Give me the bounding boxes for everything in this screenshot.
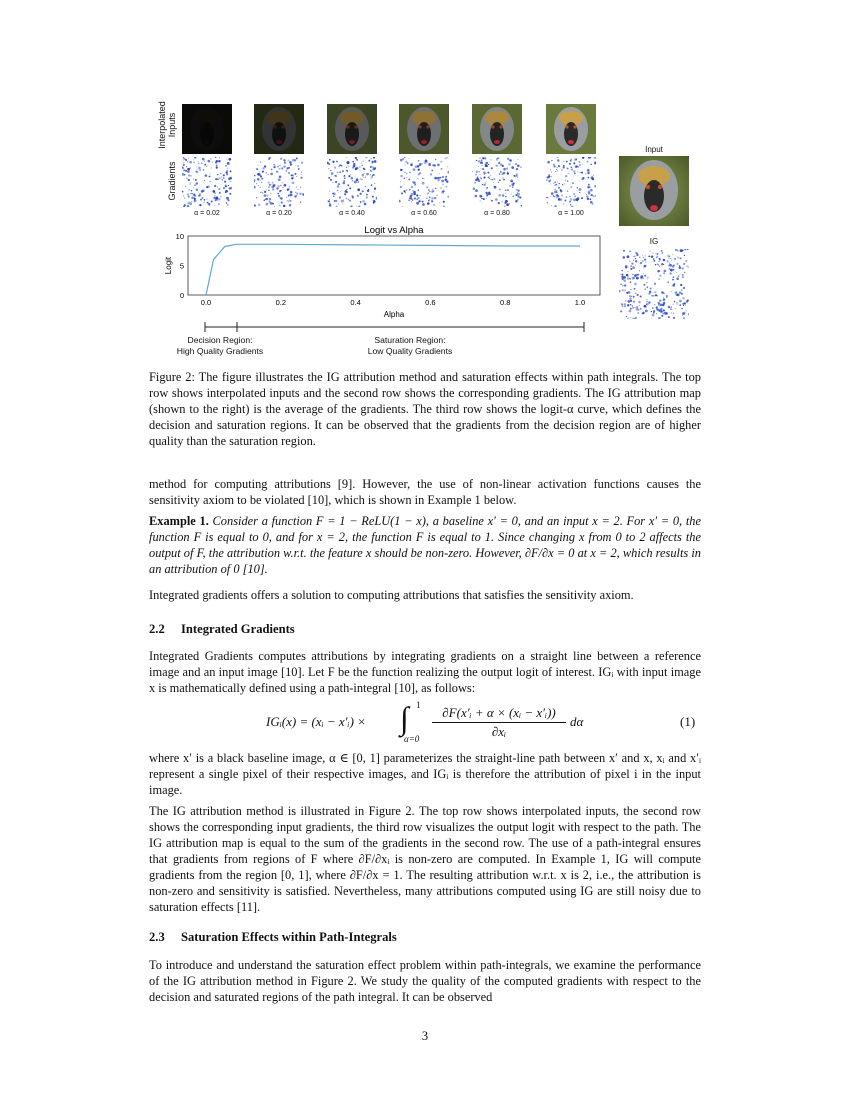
x-tick-label: 0.4 xyxy=(350,298,361,307)
fraction-denominator: ∂xᵢ xyxy=(491,724,507,739)
interpolated-input-image xyxy=(399,104,449,154)
page-number: 3 xyxy=(421,1029,429,1043)
input-label: Input xyxy=(645,145,663,154)
section-title: Saturation Effects within Path-Integrals xyxy=(181,930,397,944)
integral-lower: α=0 xyxy=(404,734,420,744)
x-tick-label: 0.8 xyxy=(499,298,511,307)
alpha-label: α = 0.20 xyxy=(266,210,292,217)
example-label: Example 1. xyxy=(149,514,209,528)
integral-sign: ∫ xyxy=(400,700,409,736)
decision-region-label: Decision Region: High Quality Gradients xyxy=(176,335,264,356)
fraction-bar xyxy=(432,722,566,723)
interpolated-input-image xyxy=(472,104,522,154)
x-tick-label: 0.0 xyxy=(200,298,212,307)
ig-attribution-map xyxy=(619,249,689,319)
integral-upper: 1 xyxy=(416,700,421,710)
example-text: Consider a function F = 1 − ReLU(1 − x), a baseline x′ = 0, and an input x = 2. For x′ = 0, the function F is equal to 0, and for x = 2, the function F is equal to 1. Since changing x from 0 to 2 affects the output of F, the attribution w.r.t. the feature x should be non-zero. However, ∂F/∂x = 0 at x = 2, which results in an attribution of 0 [10]. xyxy=(149,514,701,576)
x-tick-label: 0.6 xyxy=(425,298,436,307)
row-label-interpolated-inputs: Interpolated Inputs xyxy=(157,101,177,149)
y-tick-label: 10 xyxy=(175,232,184,241)
paragraph-5: The IG attribution method is illustrated in Figure 2. The top row shows interpolated inputs, the second row shows the corresponding input gradients, the third row visualizes the output logit with respect to the path. The IG attribution map is equal to the sum of the gradients in the second row. The use of a path-integral ensures that gradients from regions of F where ∂F/∂xᵢ is non-zero are computed. In Example 1, IG will compute gradients from the region [0, 1], where ∂F/∂x = 1. The resulting attribution w.r.t. x is 2, i.e., the attribution is non-zero and sensitivity is satisfied. Nevertheless, many attributions computed using IG are still noisy due to saturation effects [11]. xyxy=(149,804,701,914)
gradient-map xyxy=(327,157,377,207)
x-tick-label: 0.2 xyxy=(275,298,287,307)
equation-lhs: IGᵢ(x) = (xᵢ − x′ᵢ) × xyxy=(266,714,366,729)
x-axis-label: Alpha xyxy=(383,310,405,319)
alpha-label: α = 0.80 xyxy=(484,210,510,217)
section-title: Integrated Gradients xyxy=(181,622,295,636)
paragraph-6: To introduce and understand the saturation effect problem within path-integrals, we examine the performance of the IG attribution method in Figure 2. We study the quality of the computed gradients with respect to the decision and saturated regions of the path integral. It can be observed xyxy=(149,958,701,1004)
y-tick-label: 5 xyxy=(179,261,184,271)
row-label-gradients: Gradients xyxy=(167,161,177,201)
gradient-map xyxy=(546,157,596,207)
paragraph-1: method for computing attributions [9]. However, the use of non-linear activation functions causes the sensitivity axiom to be violated [10], which is shown in Example 1 below. xyxy=(149,477,701,507)
figure-2 xyxy=(0,0,850,370)
y-axis-label: Logit xyxy=(164,256,173,275)
interpolated-input-image xyxy=(254,104,304,154)
gradient-map xyxy=(399,157,449,207)
gradient-map xyxy=(182,157,232,207)
ig-label: IG xyxy=(649,237,659,246)
equation-number: (1) xyxy=(680,714,696,729)
alpha-label: α = 0.60 xyxy=(411,210,437,217)
section-heading-2-3 xyxy=(149,930,397,945)
interpolated-input-image xyxy=(327,104,377,154)
alpha-label: α = 1.00 xyxy=(558,210,584,217)
alpha-label: α = 0.02 xyxy=(194,210,220,217)
logit-vs-alpha-chart xyxy=(160,222,610,322)
paragraph-2: Integrated gradients offers a solution to computing attributions that satisfies the sensitivity axiom. xyxy=(149,588,634,602)
figure-caption: Figure 2: The figure illustrates the IG attribution method and saturation effects within path integrals. The top row shows interpolated inputs and the second row shows the corresponding gradients. The IG attribution map (shown to the right) is the average of the gradients. The third row shows the logit-α curve, which defines the decision and saturation regions. It can be observed that the gradients from the decision region are of higher quality than the saturation region. xyxy=(149,370,701,448)
y-tick-label: 0 xyxy=(179,291,184,300)
interpolated-input-image xyxy=(182,104,232,154)
alpha-label: α = 0.40 xyxy=(339,210,365,217)
paragraph-4: where x′ is a black baseline image, α ∈ [0, 1] parameterizes the straight-line path between x′ and x, xᵢ and x′ᵢ represent a single pixel of their respective images, and IGᵢ is therefore the attribution of pixel i in the input image. xyxy=(149,751,701,797)
section-heading-2-2 xyxy=(149,622,295,637)
gradient-map xyxy=(472,157,522,207)
chart-title: Logit vs Alpha xyxy=(364,225,424,236)
x-tick-label: 1.0 xyxy=(574,298,586,307)
interpolated-input-image xyxy=(546,104,596,154)
equation-1 xyxy=(149,700,701,744)
input-image xyxy=(619,156,689,226)
paragraph-3: Integrated Gradients computes attributions by integrating gradients on a straight line between a reference image and an input image [10]. Let F be the function realizing the output logit of interest. IGᵢ with input image x is mathematically defined using a path-integral [10], as follows: xyxy=(149,649,701,695)
gradient-map xyxy=(254,157,304,207)
section-number: 2.3 xyxy=(149,930,165,944)
fraction-numerator: ∂F(x′ᵢ + α × (xᵢ − x′ᵢ)) xyxy=(442,705,556,720)
equation-tail: dα xyxy=(570,714,584,729)
example-1 xyxy=(149,513,701,577)
section-number: 2.2 xyxy=(149,622,165,636)
logit-curve xyxy=(206,244,580,295)
saturation-region-label: Saturation Region: Low Quality Gradients xyxy=(367,335,453,356)
region-annotation-line xyxy=(200,321,590,335)
